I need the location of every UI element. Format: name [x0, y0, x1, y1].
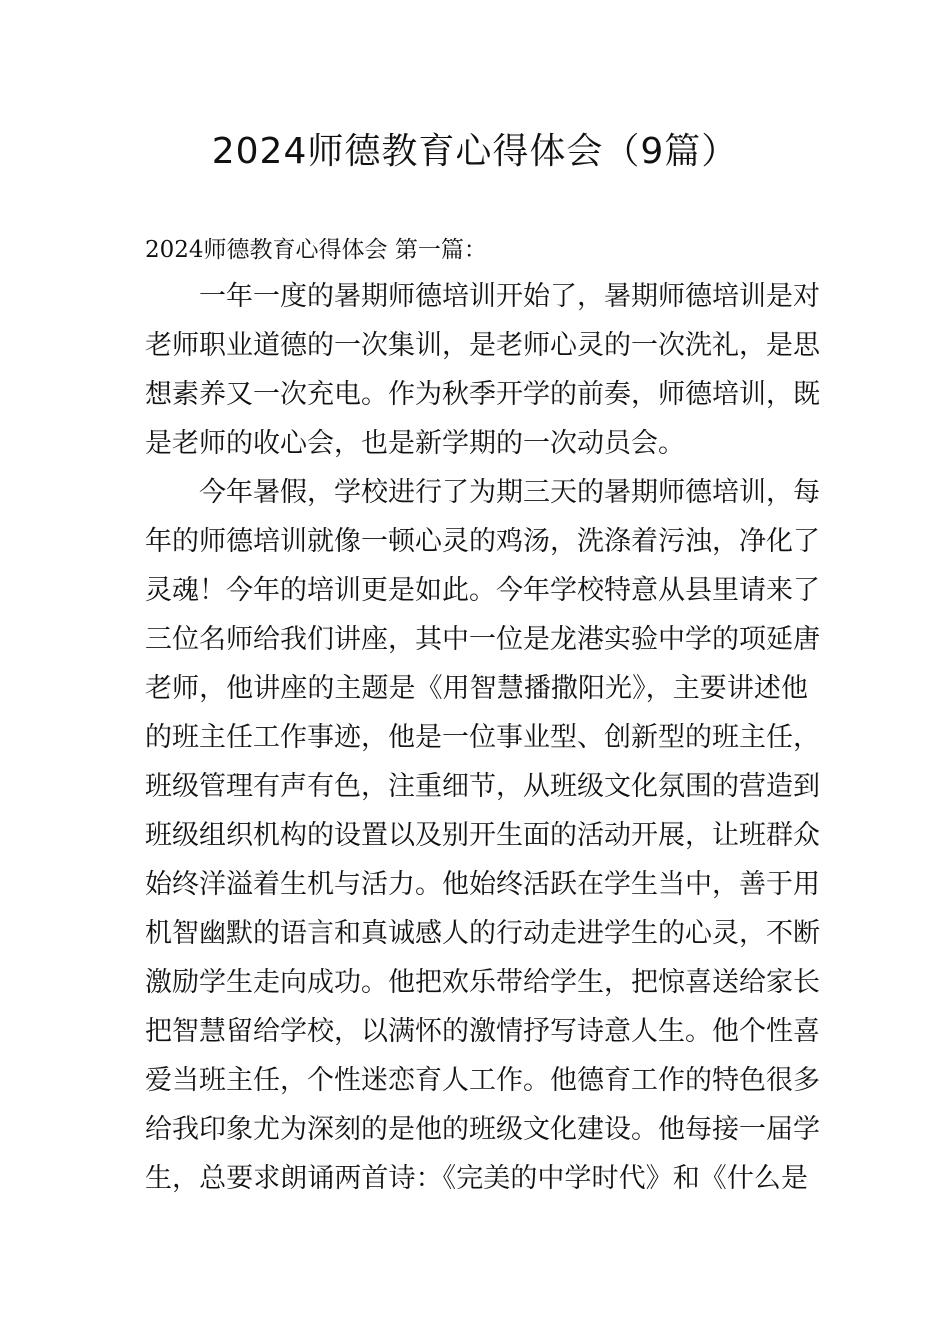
text-line: 是老师的收心会，也是新学期的一次动员会。	[145, 428, 685, 459]
text-line: 三位名师给我们讲座，其中一位是龙港实验中学的项延唐	[145, 624, 820, 655]
document-title: 2024师德教育心得体会（9篇）	[211, 131, 739, 172]
text-line: 班级组织机构的设置以及别开生面的活动开展，让班群众	[145, 820, 820, 851]
text-line: 年的师德培训就像一顿心灵的鸡汤，洗涤着污浊，净化了	[145, 526, 820, 557]
text-line: 激励学生走向成功。他把欢乐带给学生，把惊喜送给家长	[145, 967, 820, 998]
text-line: 班级管理有声有色，注重细节，从班级文化氛围的营造到	[145, 771, 820, 802]
text-line: 灵魂！今年的培训更是如此。今年学校特意从县里请来了	[145, 575, 820, 606]
text-line: 生，总要求朗诵两首诗：《完美的中学时代》和《什么是	[145, 1163, 808, 1194]
text-line: 始终洋溢着生机与活力。他始终活跃在学生当中，善于用	[145, 869, 820, 900]
paragraph-2	[145, 468, 820, 1203]
text-line: 今年暑假，学校进行了为期三天的暑期师德培训，每	[145, 477, 820, 508]
text-line: 爱当班主任，个性迷恋育人工作。他德育工作的特色很多	[145, 1065, 820, 1096]
section-heading: 2024师德教育心得体会 第一篇：	[145, 237, 487, 263]
text-line: 给我印象尤为深刻的是他的班级文化建设。他每接一届学	[145, 1114, 820, 1145]
text-line: 老师，他讲座的主题是《用智慧播撒阳光》，主要讲述他	[145, 673, 808, 704]
text-line: 机智幽默的语言和真诚感人的行动走进学生的心灵，不断	[145, 918, 820, 949]
text-line: 的班主任工作事迹，他是一位事业型、创新型的班主任，	[145, 722, 820, 753]
document-body	[145, 228, 820, 1203]
paragraph-1	[145, 272, 820, 468]
text-line: 把智慧留给学校，以满怀的激情抒写诗意人生。他个性喜	[145, 1016, 820, 1047]
text-line: 一年一度的暑期师德培训开始了，暑期师德培训是对	[145, 281, 820, 312]
text-line: 老师职业道德的一次集训，是老师心灵的一次洗礼，是思	[145, 330, 820, 361]
text-line: 想素养又一次充电。作为秋季开学的前奏，师德培训，既	[145, 379, 820, 410]
